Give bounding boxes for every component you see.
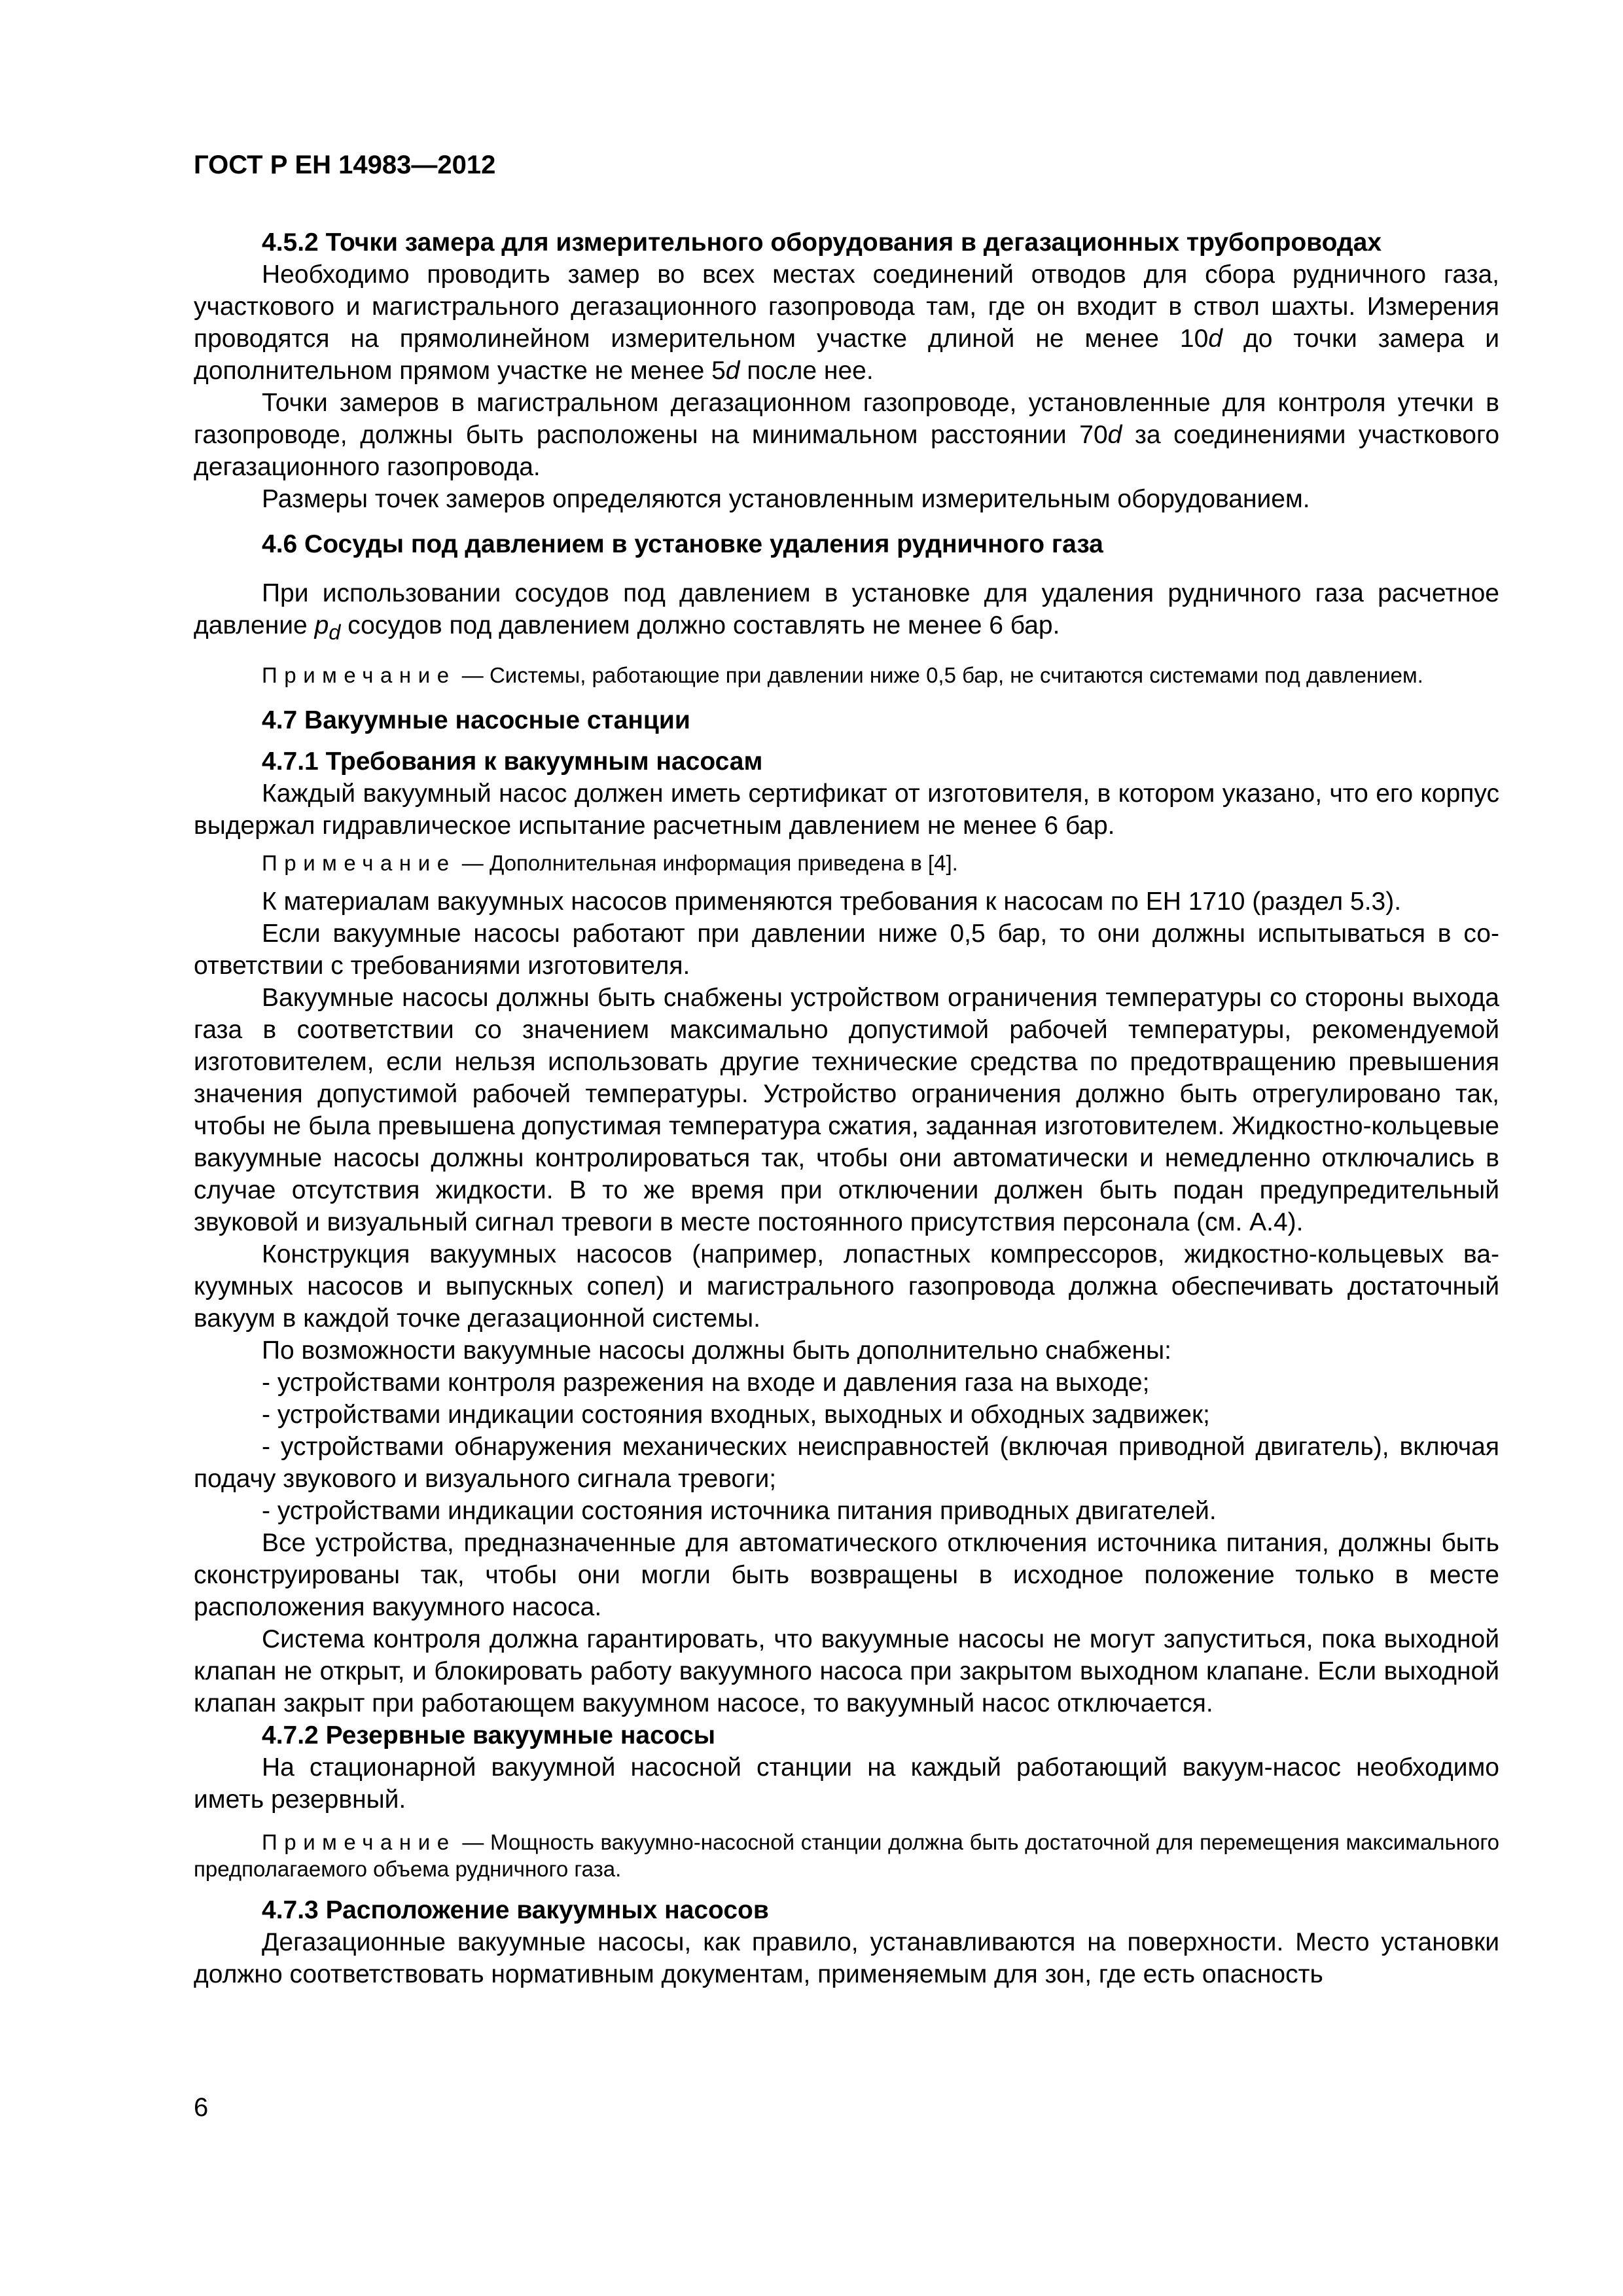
section-4-7-1-heading: 4.7.1 Требования к вакуумным насосам — [262, 747, 763, 776]
paragraph: Дегазационные вакуумные насосы, как правило, устанавливаются на поверхности. Место установки должно соответствовать нормативным документам, применяемым для зон, где есть опасность — [194, 1928, 1499, 1988]
section-4-7-3-heading: 4.7.3 Расположение вакуумных насосов — [262, 1895, 769, 1924]
symbol-d: d — [1208, 325, 1222, 353]
note — [194, 850, 1499, 876]
note-label: Примечание — [262, 662, 456, 687]
paragraph: Система контроля должна гарантировать, что вакуумные насосы не могут запуститься, пока выходной клапан не открыт, и блокировать работу вакуумного насоса при закрытом выходном клапане. Если выходной клапан закрыт при работающем вакуумном насосе, то вакуумный насос отключается. — [194, 1624, 1499, 1717]
note-text: — Системы, работающие при давлении ниже 0,5 бар, не считаются системами под давлением. — [455, 662, 1423, 687]
text-run: за соединениями участкового дегазационного газопровода. — [194, 421, 1500, 481]
symbol-d: d — [725, 357, 740, 385]
paragraph: Конструкция вакуумных насосов (например, лопастных компрессоров, жидкостно-кольцевых вакуумных насосов и выпускных сопел) и магистрального газопровода должна обеспечивать достаточный вакуум в каждой точке дегазационной системы. — [194, 1240, 1499, 1333]
text-run: Необходимо проводить замер во всех местах соединений отводов для сбора рудничного газа, участкового и магистрального дегазационного газопровода там, где он входит в ствол шахты. Измерения проводятся на прямолинейном измерительном участке длиной не менее 10 — [194, 260, 1499, 353]
list-item: - устройствами индикации состояния входных, выходных и обходных задвижек; — [262, 1400, 1210, 1429]
paragraph: Все устройства, предназначенные для автоматического отключения источника питания, должны быть сконструированы так, чтобы они могли быть возвращены в исходное положение только в месте расположения вакуумного насоса. — [194, 1528, 1499, 1621]
list-item: - устройствами индикации состояния источника питания приводных двигателей. — [262, 1496, 1217, 1525]
document-header: ГОСТ Р ЕН 14983—2012 — [194, 151, 496, 179]
paragraph: По возможности вакуумные насосы должны быть дополнительно снабжены: — [262, 1336, 1171, 1365]
paragraph: На стационарной вакуумной насосной станции на каждый работающий вакуум-насос необходимо иметь резервный. — [194, 1753, 1499, 1814]
section-4-6-heading: 4.6 Сосуды под давлением в установке удаления рудничного газа — [262, 530, 1103, 558]
paragraph: Вакуумные насосы должны быть снабжены устройством ограничения температуры со стороны выхода газа в соответствии со значением максимально допустимой рабочей температуры, рекомендуемой изготовителем, если нельзя использовать другие технические средства по предотвращению превышения значения допустимой рабочей температуры. Устройство ограничения должно быть отрегулировано так, чтобы не была превышена допустимая температура сжатия, заданная изготовителем. Жидкостно-кольцевые вакуумные насосы должны контролироваться так, чтобы они автоматически и немедленно отключались в случае отсутствия жидкости. В то же время при отключении должен быть подан предупредительный звуковой и визуальный сигнал тревоги в месте постоянного присутствия персонала (см. А.4). — [194, 983, 1499, 1236]
note-label: Примечание — [262, 1829, 456, 1854]
note — [194, 662, 1499, 689]
note-text: — Дополнительная информация приведена в [4]. — [455, 850, 958, 875]
paragraph: К материалам вакуумных насосов применяются требования к насосам по ЕН 1710 (раздел 5.3). — [262, 887, 1402, 916]
subscript-d: d — [329, 620, 341, 644]
list-item: - устройствами обнаружения механических неисправностей (включая приводной двигатель), включая подачу звукового и визуального сигнала тревоги; — [194, 1432, 1499, 1493]
paragraph — [194, 387, 1499, 483]
paragraph — [194, 259, 1499, 387]
section-4-7-2-heading: 4.7.2 Резервные вакуумные насосы — [262, 1721, 716, 1749]
paragraph: Каждый вакуумный насос должен иметь сертификат от изготовителя, в котором указано, что его корпус выдержал гидравлическое испытание расчетным давлением не менее 6 бар. — [194, 779, 1499, 840]
section-4-5-2-heading: 4.5.2 Точки замера для измерительного оборудования в дегазационных трубопроводах — [262, 228, 1382, 257]
list-item: - устройствами контроля разрежения на входе и давления газа на выходе; — [262, 1368, 1150, 1397]
text-run: При использовании сосудов под давлением в установке для удаления рудничного газа расчетное давление — [194, 579, 1499, 639]
text-run: Точки замеров в магистральном дегазационном газопроводе, установленные для контроля утечки в газопроводе, должны быть расположены на минимальном расстоянии 70 — [194, 389, 1499, 449]
page-number: 6 — [194, 2093, 209, 2122]
note — [194, 1829, 1499, 1882]
section-4-7-heading: 4.7 Вакуумные насосные станции — [262, 706, 690, 734]
document-body — [194, 223, 1499, 1990]
note-label: Примечание — [262, 850, 456, 875]
symbol-p: p — [314, 611, 329, 639]
text-run: сосудов под давлением должно составлять не менее 6 бар. — [340, 611, 1060, 639]
symbol-d: d — [1107, 421, 1122, 449]
text-run: до точки замера и дополнительном прямом участке не менее 5 — [194, 325, 1499, 385]
text-run: после нее. — [740, 357, 874, 385]
paragraph — [194, 577, 1499, 649]
note-text: — Мощность вакуумно-насосной станции должна быть достаточной для перемещения максимального предполагаемого объема рудничного газа. — [194, 1829, 1499, 1881]
paragraph: Размеры точек замеров определяются установленным измерительным оборудованием. — [262, 485, 1310, 513]
paragraph: Если вакуумные насосы работают при давлении ниже 0,5 бар, то они должны испытываться в соответствии с требованиями изготовителя. — [194, 919, 1499, 980]
